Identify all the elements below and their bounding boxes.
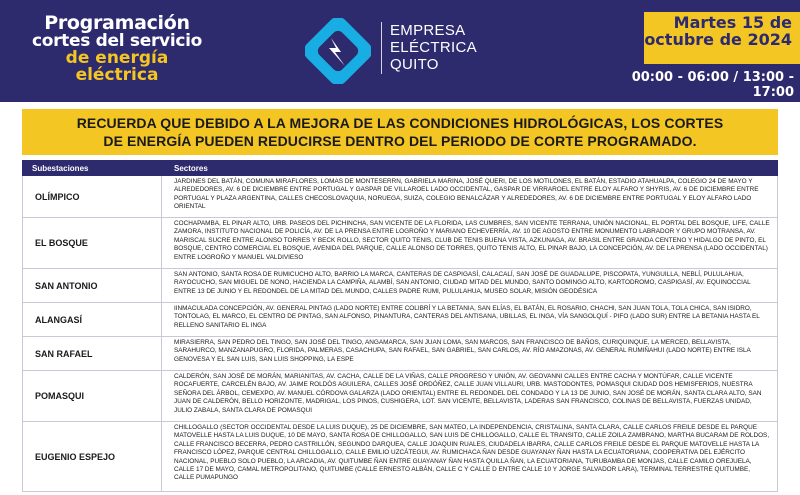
table-row [22, 176, 778, 218]
date-line-1: Martes 15 de [673, 13, 792, 32]
substation-name: OLÍMPICO [22, 176, 162, 217]
notice-line-2: DE ENERGÍA PUEDEN REDUCIRSE DENTRO DEL PERIODO DE CORTE PROGRAMADO. [103, 133, 697, 149]
company-line-3: QUITO [390, 56, 439, 73]
company-name [390, 22, 477, 73]
date-badge [644, 12, 800, 64]
logo-divider [381, 22, 382, 74]
table-row [22, 269, 778, 303]
date-line-2: octubre de 2024 [644, 29, 792, 49]
table-row [22, 303, 778, 337]
title-line-3: de energía eléctrica [65, 48, 169, 85]
notice-line-1: RECUERDA QUE DEBIDO A LA MEJORA DE LAS CONDICIONES HIDROLÓGICAS, LOS CORTES [76, 115, 724, 131]
outage-hours: 00:00 - 06:00 / 13:00 - 17:00 [631, 70, 794, 100]
title-line-1: Programación [44, 12, 190, 34]
table-row [22, 337, 778, 371]
company-line-1: EMPRESA [390, 22, 466, 39]
substation-name: SAN ANTONIO [22, 269, 162, 302]
sector-list: CALDERÓN, SAN JOSÉ DE MORÁN, MARIANITAS, AV. CACHA, CALLE DE LA VIÑAS, CALLE PROGRESO Y UNIÓN, AV. GEOVANNI CALLES ENTRE CACHA Y MONTÚFAR, CALLE VICENTE ROCAFUERTE, CARCELÉN BAJO, AV. JAIME ROLDÓS AGUILERA, CALLES JOSÉ ORDÓÑEZ, CALLE JUAN VILLAURI, URB. MASTODONTES, POMASQUI CIUDAD DOS HEMISFERIOS, NUESTRA SEÑORA DEL ÁRBOL, CEMEXPO, AV. MANUEL CÓRDOVA GALARZA (LADO ORIENTAL) ENTRE EL REDONDEL DEL CONDADO Y LA 13 DE JUNIO, SAN JOSÉ DE MORÁN, SANTA CLARA ALTO, SAN JUAN DE CALDERÓN, BELLO HORIZONTE, MADRIGAL, LOS PINOS, CUSHIGERA, LOT. SAN VICENTE, BELLAVISTA, LADERAS SAN FRANCISCO, COLINAS DE BELLAVISTA, FUERZAS UNIDAD, JULIO ZABALA, SANTA CLARA DE POMASQUI [162, 371, 778, 421]
company-line-2: ELÉCTRICA [390, 39, 477, 56]
sector-list: COCHAPAMBA, EL PINAR ALTO, URB. PASEOS DEL PICHINCHA, SAN VICENTE DE LA FLORIDA, LAS CUMBRES, SAN VICENTE TERRANA, UNIÓN NACIONAL, EL PORTAL DEL BOSQUE, LIFE, CALLE ZAMORA, INSTITUTO NACIONAL DE POLICÍA, AV. DE LA PRENSA ENTRE LOGROÑO Y MARIANO ECHEVERRÍA, AV. 10 DE AGOSTO ENTRE MONUMENTO LABRADOR Y GRUPO MOTRANSA, AV. MARISCAL SUCRE ENTRE ALONSO TORRES Y BECK ROLLO, SECTOR QUITO TENIS, CLUB DE TENIS BUENA VISTA, AZKUNAGA, AV. BRASIL ENTRE GRANDA CENTENO Y HIDALGO DE PINTO, EL BOSQUE, CENTRO COMERCIAL EL BOSQUE, AVENIDA DEL PARQUE, CALLE ALONSO DE TORRES, QUITO TENIS ALTO, EL PINAR BAJO, LA CONCEPCIÓN, AV. DE LA PRENSA (LADO OCCIDENTAL) ENTRE LOGROÑO Y MANUEL VALDIVIESO [162, 218, 778, 268]
table-row [22, 218, 778, 269]
column-header-sectores: Sectores [174, 163, 208, 173]
poster-title [22, 14, 212, 84]
column-header-subestaciones: Subestaciones [32, 163, 89, 173]
eeq-logo-icon [305, 18, 371, 84]
sector-list: JARDINES DEL BATÁN, COMUNA MIRAFLORES, LOMAS DE MONTESERRN, GABRIELA MARINA, JOSÉ QUERI, DE LOS MOTILONES, EL BATÁN, ESTADIO ATAHUALPA, COLEGIO 24 DE MAYO Y ALREDEDORES, AV. 6 DE DICIEMBRE ENTRE PORTUGAL Y GASPAR DE VILLAROEL LADO OCCIDENTAL, GASPAR DE VIRRAROEL ENTRE ELOY ALFARO Y SHYRIS, AV. 6 DE DICIEMBRE ENTRE PORTUGAL Y PLAZA ARGENTINA, CALLES CHECOSLOVAQUIA, NORUEGA, SUIZA, COLEGIO BENALCÁZAR Y ALREDEDORES, AV. 6 DE DICIEMBRE ENTRE PORTUGAL Y ELOY ALFARO LADO ORIENTAL [162, 176, 778, 217]
header-banner [0, 0, 800, 102]
schedule-table [22, 160, 778, 492]
sector-list: MIRASIERRA, SAN PEDRO DEL TINGO, SAN JOSÉ DEL TINGO, ANGAMARCA, SAN JUAN LOMA, SAN MARCOS, SAN FRANCISCO DE BAÑOS, CURIQUINQUE, LA MERCED, BELLAVISTA, SARAHURCO, MANZANAPUGRO, FLORIDA, PALMERAS, CASACHUPA, SAN RAFAEL, SAN GABRIEL, SAN CARLOS, AV. RÍO AMAZONAS, AV. GENERAL RUMIÑAHUI (LADO NORTE) ENTRE ISLA GENOVESA Y EL SAN LUIS, SAN LUIS SHOPPING, LA ESPE [162, 337, 778, 370]
substation-name: EL BOSQUE [22, 218, 162, 268]
title-line-2: cortes del servicio [31, 31, 203, 51]
sector-list: IINMACULADA CONCEPCIÓN, AV. GENERAL PINTAG (LADO NORTE) ENTRE COLIBRÍ Y LA BETANIA, SAN ELÍAS, EL BATÁN, EL ROSARIO, CHACHI, SAN JUAN TOLA, TOLA CHICA, SAN ISIDRO, TONTOLAG, EL MARCO, EL CENTRO DE PINTAG, SAN ALFONSO, PINANTURA, CANTERAS DEL ANTISANA, UBILLAS, EL INGA, VÍA SANGOLQUÍ - PIFO (LADO SUR) ENTRE LA BETANIA HASTA EL RELLENO SANITARIO EL INGA [162, 303, 778, 336]
substation-name: ALANGASÍ [22, 303, 162, 336]
sector-list: CHILLOGALLO (SECTOR OCCIDENTAL DESDE LA LUIS DUQUE), 25 DE DICIEMBRE, SAN MATEO, LA INDEPENDENCIA, CRISTALINA, SANTA CLARA, CALLE CARLOS FREILE DESDE EL PARQUE MATOVELLE HASTA LA LUIS DUQUE, 10 DE MAYO, SANTA ROSA DE CHILLOGALLO, SAN LUIS DE CHILLOGALLO, CALLE EL TRANSITO, CALLE ZOILA ZAMBRANO, MARTHA BUCARAM DE ROLDOS, CALLE FRANCISCO BECERRA, PEDRO CASTRILLÓN, SEGUNDO DARQUEA, CALLE JOAQUIN RUALES, CIUDADELA IBARRA, CALLE CARLOS FREILE DESDE EL PARQUE MATOVELLE HASTA LA FRANCISCO LÓPEZ, PARQUE CENTRAL CHILLOGALLO, CALLE EMILIO UZCÁTEGUI, AV. RUMICHACA ÑAN DESDE GUAYANAY ÑAN HASTA LA ECUATORIANA, COOPERATIVA DEL EJÉRCITO NACIONAL, PUEBLO SOLO PUEBLO, LA ARCADIA, AV. QUITUMBE ÑAN ENTRE GUAYANAY ÑAN HASTA QUILLA ÑAN, LA ECUATORIANA, TURUBAMBA DE MONJAS, CALLE CAMILO OREJUELA, CALLE 17 DE MAYO, CAMAL METROPOLITANO, QUITUMBE (CALLE ERNESTO ALBÁN, CALLE C Y CALLE D ENTRE CALLE 10 Y JORGE SALVADOR LARA), TERMINAL TERRESTRE QUITUMBE, CALLE PUMAPUNGO [162, 422, 778, 491]
substation-name: POMASQUI [22, 371, 162, 421]
substation-name: SAN RAFAEL [22, 337, 162, 370]
notice-banner [22, 109, 778, 155]
table-row [22, 422, 778, 492]
table-header [22, 160, 778, 176]
sector-list: SAN ANTONIO, SANTA ROSA DE RUMICUCHO ALTO, BARRIO LA MARCA, CANTERAS DE CASPIGASÍ, CALACALÍ, SAN JOSÉ DE GUADALUPE, PISCOPATA, YUNGUILLA, NEBLÍ, PULULAHUA, RAYOCUCHO, SAN MIGUEL DE NONO, HACIENDA LA CAMPIÑA, ALAMBÍ, SAN ANTONIO, CIUDAD MITAD DEL MUNDO, SANTO DOMINGO ALTO, KARTODROMO, CASPIGASÍ, AV. EQUINOCCIAL ENTRE 13 DE JUNIO Y EL REDONDEL DE LA MITAD DEL MUNDO, CALLES PADRE RUMI, PULULAHUA, MUSEO SOLAR, MISIÓN GEODÉSICA [162, 269, 778, 302]
substation-name: EUGENIO ESPEJO [22, 422, 162, 491]
table-row [22, 371, 778, 422]
